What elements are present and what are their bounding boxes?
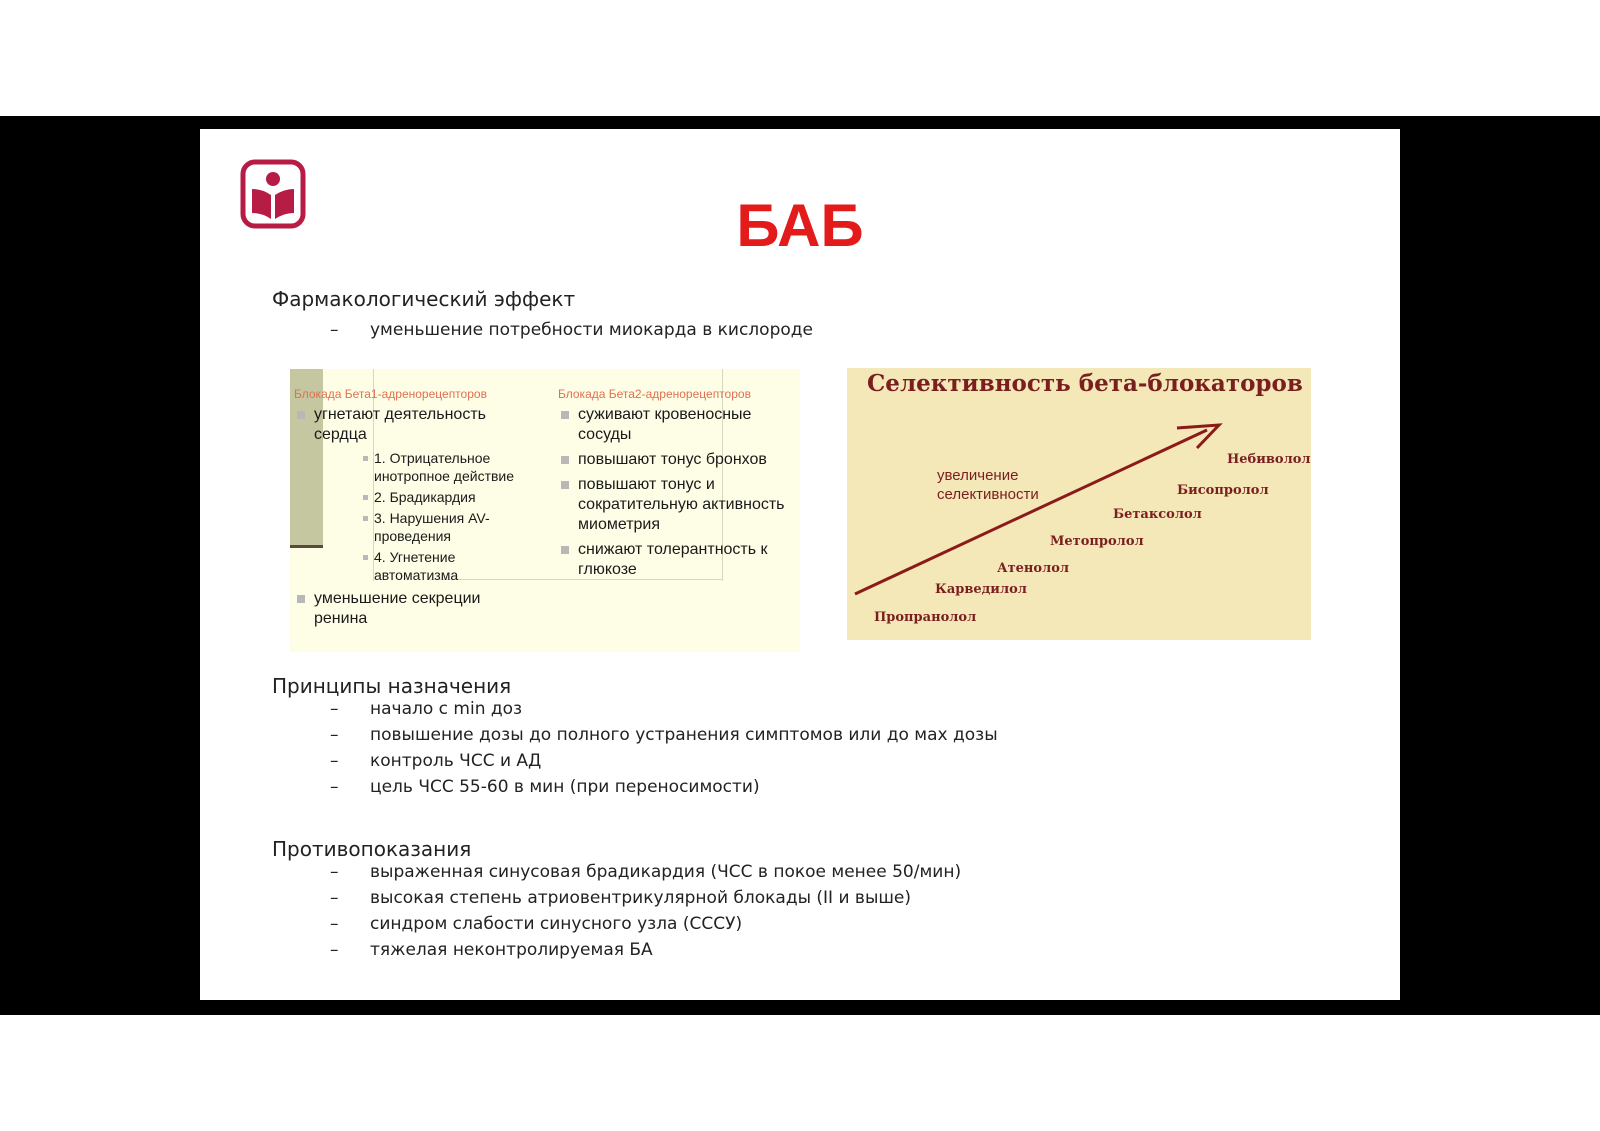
list-item: – начало с min доз — [330, 699, 523, 719]
contraindications-list — [330, 859, 961, 963]
list-item: – контроль ЧСС и АД — [330, 751, 542, 771]
list-item: – выраженная синусовая брадикардия (ЧСС в покое менее 50/мин) — [330, 862, 962, 882]
list-item: снижают толерантность к глюкозе — [558, 540, 800, 580]
list-item: угнетают деятельность сердца 1. Отрицательное инотропное действие 2. Брадикардия 3. Нарушения AV-проведения 4. Угнетение автоматизма — [294, 405, 524, 584]
list-item: – уменьшение потребности миокарда в кислороде — [330, 320, 813, 340]
section-heading-principles: Принципы назначения — [272, 674, 512, 698]
drug-label: Небиволол — [1227, 452, 1311, 467]
list-item: – тяжелая неконтролируемая БА — [330, 940, 653, 960]
list-item: – синдром слабости синусного узла (СССУ) — [330, 914, 743, 934]
drug-label: Атенолол — [997, 561, 1070, 576]
list-item: уменьшение секреции ренина — [294, 589, 524, 629]
drug-label: Метопролол — [1050, 534, 1144, 549]
beta-receptor-table-image — [290, 369, 800, 652]
list-item: суживают кровеносные сосуды — [558, 405, 800, 445]
section-heading-contraindications: Противопоказания — [272, 837, 472, 861]
list-item: 4. Угнетение автоматизма — [360, 548, 524, 584]
list-item: – цель ЧСС 55-60 в мин (при переносимости) — [330, 777, 760, 797]
beta2-column — [558, 387, 800, 585]
selectivity-title: Селективность бета-блокаторов — [867, 370, 1303, 397]
beta2-header: Блокада Бета2-адренорецепторов — [558, 387, 751, 401]
drug-label: Бетаксолол — [1113, 507, 1202, 522]
principles-list — [330, 696, 998, 800]
drug-label: Бисопролол — [1177, 483, 1269, 498]
list-item: повышают тонус и сократительную активность миометрия — [558, 475, 800, 535]
beta1-column — [294, 387, 524, 634]
section-heading-pharmacology: Фармакологический эффект — [272, 287, 576, 311]
list-item: 1. Отрицательное инотропное действие — [360, 449, 524, 485]
selectivity-subtitle: увеличение селективности — [937, 467, 1039, 503]
beta1-header: Блокада Бета1-адренорецепторов — [294, 387, 487, 401]
selectivity-arrow-icon — [847, 368, 1311, 640]
selectivity-diagram-image — [847, 368, 1311, 640]
slide-title: БАБ — [736, 192, 864, 259]
drug-label: Карведилол — [935, 582, 1027, 597]
list-item: повышают тонус бронхов — [558, 450, 800, 470]
slide — [200, 129, 1400, 1000]
drug-label: Пропранолол — [874, 610, 977, 625]
list-item: 2. Брадикардия — [360, 488, 524, 506]
list-item: – повышение дозы до полного устранения симптомов или до мах дозы — [330, 725, 998, 745]
list-item: – высокая степень атриовентрикулярной блокады (II и выше) — [330, 888, 912, 908]
pharmacology-list — [330, 317, 813, 343]
list-item: 3. Нарушения AV-проведения — [360, 509, 524, 545]
